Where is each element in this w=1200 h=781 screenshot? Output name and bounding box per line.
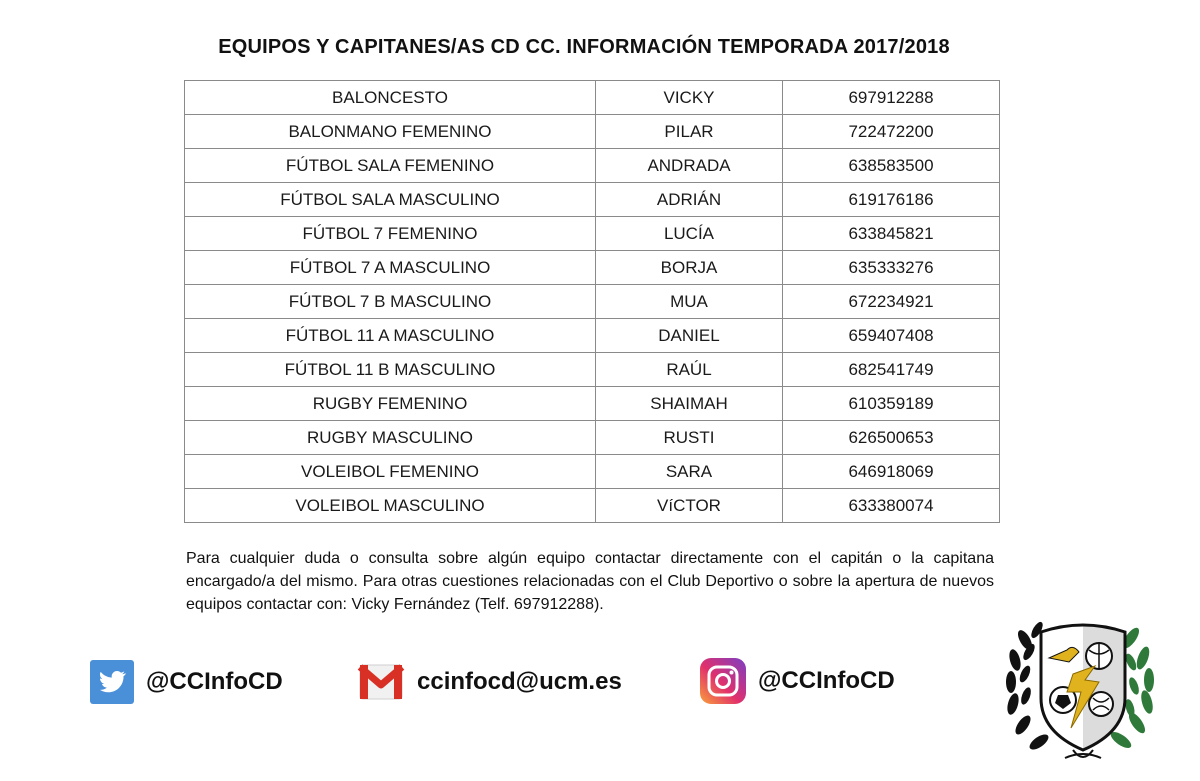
table-row [185,387,1000,421]
table-row [185,421,1000,455]
table-row [185,217,1000,251]
team-name: VOLEIBOL FEMENINO [185,455,596,489]
table-row [185,353,1000,387]
instagram-contact[interactable] [700,658,895,704]
contact-note: Para cualquier duda o consulta sobre algún equipo contactar directamente con el capitán o la capitana encargado/a del mismo. Para otras cuestiones relacionadas con el Club Deportivo o sobre la apertura de nuevos equipos contactar con: Vicky Fernández (Telf. 697912288). [186,550,994,613]
twitter-handle[interactable]: @CCInfoCD [146,668,283,695]
club-crest-icon [1003,600,1163,775]
gmail-icon [357,660,405,704]
team-name: FÚTBOL 11 A MASCULINO [185,319,596,353]
captain-name: VíCTOR [596,489,783,523]
teams-table [184,80,1000,523]
team-name: FÚTBOL SALA FEMENINO [185,149,596,183]
phone-number: 633845821 [783,217,1000,251]
table-row [185,81,1000,115]
table-row [185,149,1000,183]
email-contact[interactable] [357,660,622,704]
instagram-handle[interactable]: @CCInfoCD [758,667,895,694]
captain-name: ANDRADA [596,149,783,183]
captain-name: SARA [596,455,783,489]
captain-name: PILAR [596,115,783,149]
page-title: EQUIPOS Y CAPITANES/AS CD CC. INFORMACIÓN TEMPORADA 2017/2018 [218,36,950,58]
team-name: FÚTBOL 7 B MASCULINO [185,285,596,319]
captain-name: RUSTI [596,421,783,455]
team-name: BALONCESTO [185,81,596,115]
team-name: RUGBY MASCULINO [185,421,596,455]
twitter-icon [90,660,134,704]
team-name: BALONMANO FEMENINO [185,115,596,149]
phone-number: 672234921 [783,285,1000,319]
phone-number: 682541749 [783,353,1000,387]
phone-number: 610359189 [783,387,1000,421]
captain-name: BORJA [596,251,783,285]
team-name: FÚTBOL 11 B MASCULINO [185,353,596,387]
team-name: FÚTBOL 7 FEMENINO [185,217,596,251]
twitter-contact[interactable] [90,660,283,704]
phone-number: 626500653 [783,421,1000,455]
captain-name: MUA [596,285,783,319]
table-row [185,455,1000,489]
team-name: VOLEIBOL MASCULINO [185,489,596,523]
captain-name: ADRIÁN [596,183,783,217]
team-name: FÚTBOL 7 A MASCULINO [185,251,596,285]
table-row [185,285,1000,319]
phone-number: 722472200 [783,115,1000,149]
phone-number: 646918069 [783,455,1000,489]
phone-number: 633380074 [783,489,1000,523]
table-row [185,319,1000,353]
team-name: RUGBY FEMENINO [185,387,596,421]
captain-name: VICKY [596,81,783,115]
table-row [185,489,1000,523]
captain-name: LUCÍA [596,217,783,251]
phone-number: 619176186 [783,183,1000,217]
team-name: FÚTBOL SALA MASCULINO [185,183,596,217]
table-row [185,251,1000,285]
table-row [185,183,1000,217]
instagram-icon [700,658,746,704]
email-address[interactable]: ccinfocd@ucm.es [417,668,622,695]
phone-number: 659407408 [783,319,1000,353]
captain-name: DANIEL [596,319,783,353]
phone-number: 638583500 [783,149,1000,183]
captain-name: SHAIMAH [596,387,783,421]
captain-name: RAÚL [596,353,783,387]
table-row [185,115,1000,149]
phone-number: 635333276 [783,251,1000,285]
phone-number: 697912288 [783,81,1000,115]
